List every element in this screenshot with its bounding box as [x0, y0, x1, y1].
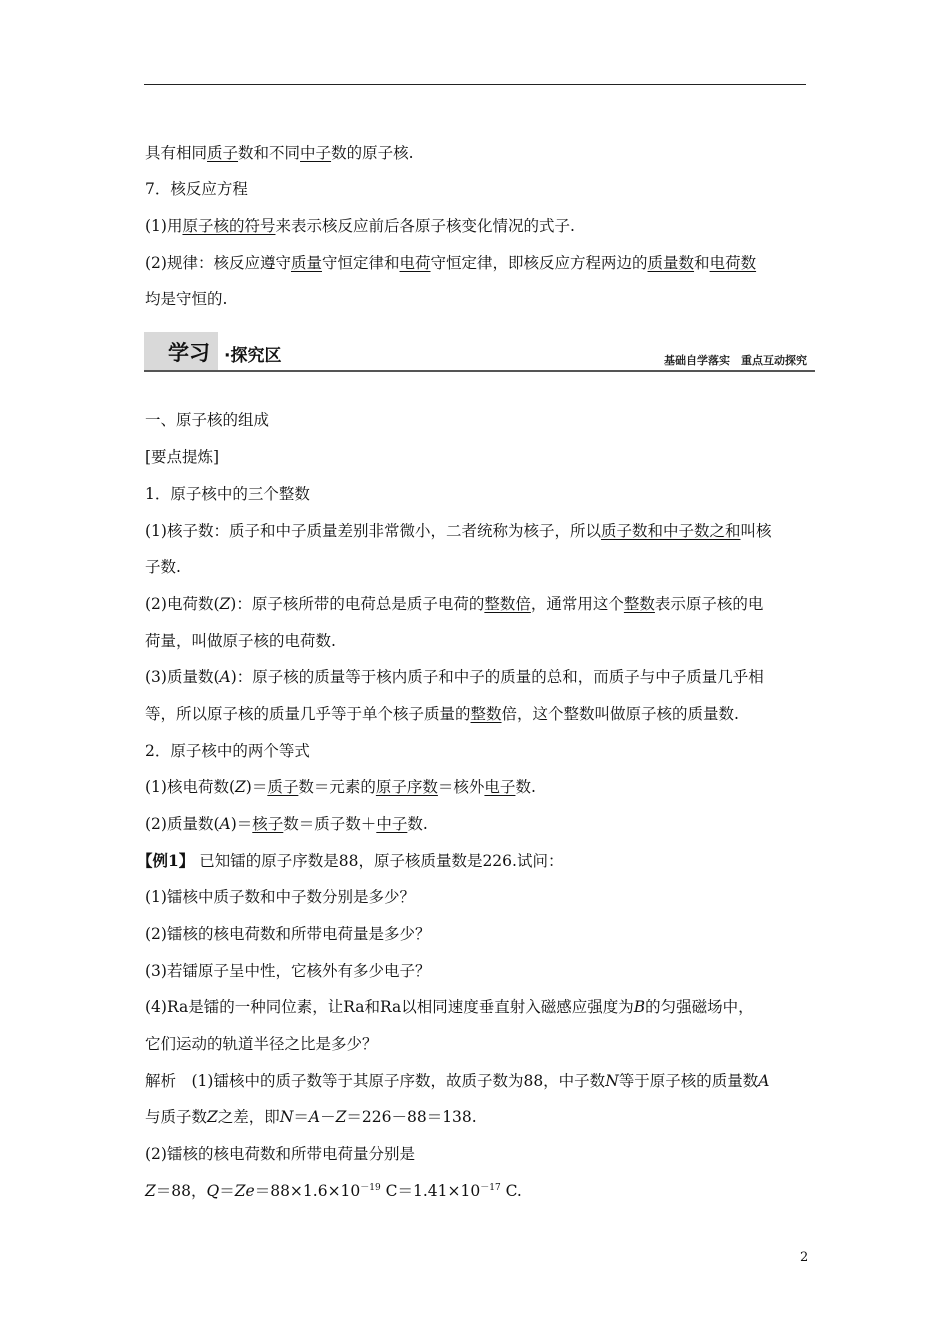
- question: (4)Ra是镭的一种同位素，让Ra和Ra以相同速度垂直射入磁感应强度为B的匀强磁场中，: [145, 998, 754, 1016]
- section-title-right: ·探究区: [224, 346, 282, 366]
- banner-rule: [144, 370, 815, 372]
- text-line: 子数.: [145, 558, 181, 576]
- question: (1)镭核中质子数和中子数分别是多少？: [145, 888, 415, 906]
- page-number: 2: [800, 1250, 809, 1265]
- text-line: (3)质量数(A)：原子核的质量等于核内质子和中子的质量的总和，而质子与中子质量几乎相: [145, 668, 764, 686]
- text-line: (1)用原子核的符号来表示核反应前后各原子核变化情况的式子.: [145, 217, 575, 235]
- text-line: (2)质量数(A)＝核子数＝质子数＋中子数.: [145, 815, 428, 833]
- text-line: 具有相同质子数和不同中子数的原子核.: [145, 144, 414, 162]
- text-line: (1)核子数：质子和中子质量差别非常微小，二者统称为核子，所以质子数和中子数之和叫核: [145, 522, 772, 540]
- question: 它们运动的轨道半径之比是多少？: [145, 1035, 378, 1053]
- heading: 一、原子核的组成: [145, 411, 270, 429]
- solution-line: 与质子数Z之差，即N＝A－Z＝226－88＝138.: [145, 1108, 477, 1126]
- subheading: 2．原子核中的两个等式: [145, 742, 310, 760]
- text-line: (1)核电荷数(Z)＝质子数＝元素的原子序数＝核外电子数.: [145, 778, 536, 796]
- header-rule: [144, 84, 806, 85]
- example-line: 【例1】 已知镭的原子序数是88，原子核质量数是226.试问：: [137, 851, 564, 870]
- solution-line: Z＝88，$Q=Ze=88\times 1.6\times 10^{-19}$ $C=1.41\times 10^{-17}$ C.: [145, 1182, 522, 1200]
- question: (2)镭核的核电荷数和所带电荷量是多少？: [145, 925, 431, 943]
- section-banner: [144, 332, 815, 372]
- text-line: 等，所以原子核的质量几乎等于单个核子质量的整数倍，这个整数叫做原子核的质量数.: [145, 705, 739, 723]
- subheading: 1．原子核中的三个整数: [145, 485, 310, 503]
- item-heading: 7．核反应方程: [145, 180, 248, 198]
- solution-line: (2)镭核的核电荷数和所带电荷量分别是: [145, 1145, 415, 1163]
- section-subtitle: 基础自学落实 重点互动探究: [664, 354, 807, 367]
- text-line: 均是守恒的.: [145, 290, 228, 308]
- text-line: (2)规律：核反应遵守质量守恒定律和电荷守恒定律，即核反应方程两边的质量数和电荷数: [145, 254, 757, 272]
- section-title-left: 学习: [168, 341, 210, 365]
- subheading: [要点提炼]: [145, 448, 220, 466]
- example-tag: 【例1】: [137, 851, 195, 870]
- text-line: 荷量，叫做原子核的电荷数.: [145, 632, 336, 650]
- solution-line: 解析 (1)镭核中的质子数等于其原子序数，故质子数为88，中子数N等于原子核的质量数A: [145, 1072, 770, 1090]
- question: (3)若镭原子呈中性，它核外有多少电子？: [145, 962, 431, 980]
- text-line: (2)电荷数(Z)：原子核所带的电荷总是质子电荷的整数倍，通常用这个整数表示原子核的电: [145, 595, 764, 613]
